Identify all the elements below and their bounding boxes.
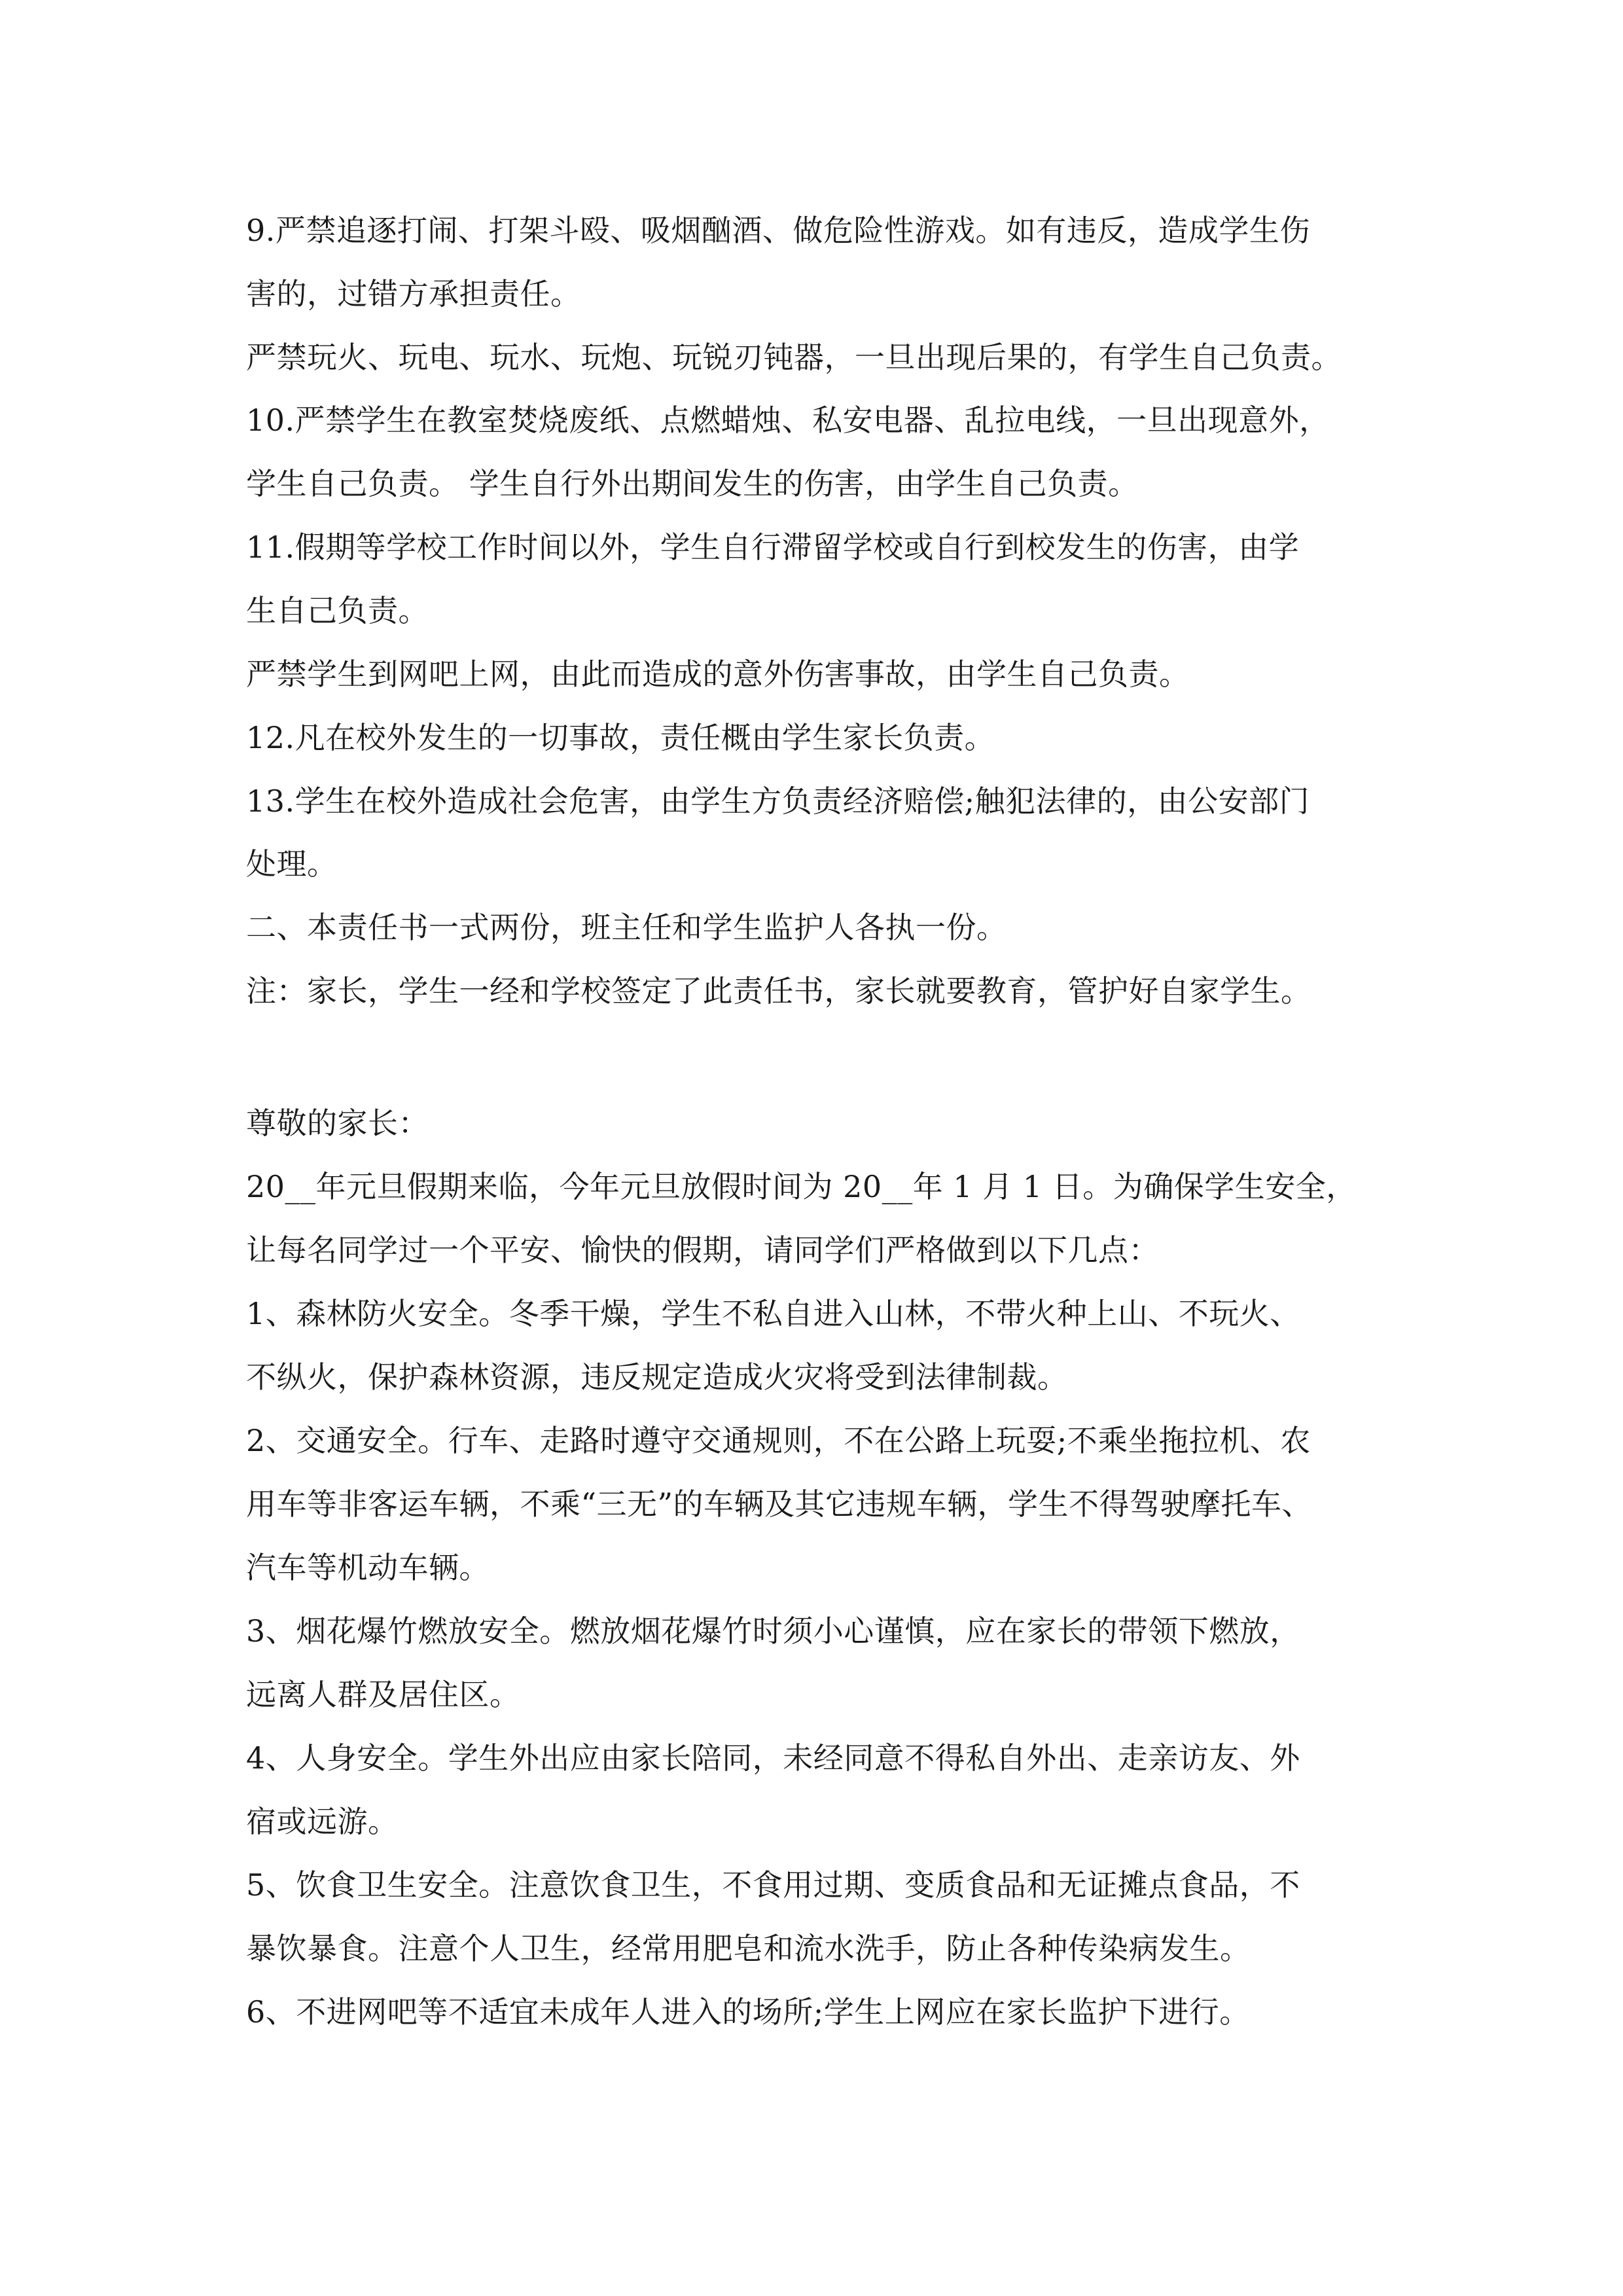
text-line: 1、森林防火安全。冬季干燥，学生不私自进入山林，不带火种上山、不玩火、 (246, 1296, 1300, 1331)
text-line: 9.严禁追逐打闹、打架斗殴、吸烟酗酒、做危险性游戏。如有违反，造成学生伤 (246, 213, 1310, 248)
text-line: 4、人身安全。学生外出应由家长陪同，未经同意不得私自外出、走亲访友、外 (246, 1740, 1300, 1776)
text-line: 远离人群及居住区。 (246, 1677, 520, 1712)
text-line: 用车等非客运车辆，不乘“三无”的车辆及其它违规车辆，学生不得驾驶摩托车、 (246, 1486, 1313, 1522)
text-line: 11.假期等学校工作时间以外，学生自行滞留学校或自行到校发生的伤害，由学 (246, 529, 1300, 565)
text-line: 12.凡在校外发生的一切事故，责任概由学生家长负责。 (246, 720, 995, 755)
text-line: 处理。 (246, 846, 338, 882)
text-line: 学生自己负责。 学生自行外出期间发生的伤害，由学生自己负责。 (246, 466, 1139, 501)
text-line: 5、饮食卫生安全。注意饮食卫生，不食用过期、变质食品和无证摊点食品，不 (246, 1867, 1300, 1903)
text-line: 宿或远游。 (246, 1804, 399, 1839)
text-line: 6、不进网吧等不适宜未成年人进入的场所;学生上网应在家长监护下进行。 (246, 1994, 1250, 2030)
text-line: 让每名同学过一个平安、愉快的假期，请同学们严格做到以下几点： (246, 1232, 1159, 1268)
text-line: 不纵火，保护森林资源，违反规定造成火灾将受到法律制裁。 (246, 1359, 1068, 1395)
letter-salutation: 尊敬的家长： (246, 1105, 429, 1141)
text-line: 13.学生在校外造成社会危害，由学生方负责经济赔偿;触犯法律的，由公安部门 (246, 783, 1310, 819)
text-line: 严禁学生到网吧上网，由此而造成的意外伤害事故，由学生自己负责。 (246, 656, 1190, 692)
text-line: 2、交通安全。行车、走路时遵守交通规则，不在公路上玩耍;不乘坐拖拉机、农 (246, 1423, 1311, 1458)
text-line: 20__年元旦假期来临，今年元旦放假时间为 20__年 1 月 1 日。为确保学生安全， (246, 1169, 1357, 1204)
text-line: 暴饮暴食。注意个人卫生，经常用肥皂和流水洗手，防止各种传染病发生。 (246, 1931, 1251, 1966)
text-line: 严禁玩火、玩电、玩水、玩炮、玩锐刃钝器，一旦出现后果的，有学生自己负责。 (246, 340, 1342, 375)
text-line: 注：家长，学生一经和学校签定了此责任书，家长就要教育，管护好自家学生。 (246, 973, 1311, 1009)
text-line: 害的，过错方承担责任。 (246, 276, 581, 312)
text-line: 生自己负责。 (246, 593, 429, 628)
text-line: 3、烟花爆竹燃放安全。燃放烟花爆竹时须小心谨慎，应在家长的带领下燃放， (246, 1613, 1300, 1649)
text-line: 二、本责任书一式两份，班主任和学生监护人各执一份。 (246, 910, 1007, 945)
text-line: 10.严禁学生在教室焚烧废纸、点燃蜡烛、私安电器、乱拉电线，一旦出现意外， (246, 403, 1330, 438)
text-line: 汽车等机动车辆。 (246, 1550, 490, 1585)
